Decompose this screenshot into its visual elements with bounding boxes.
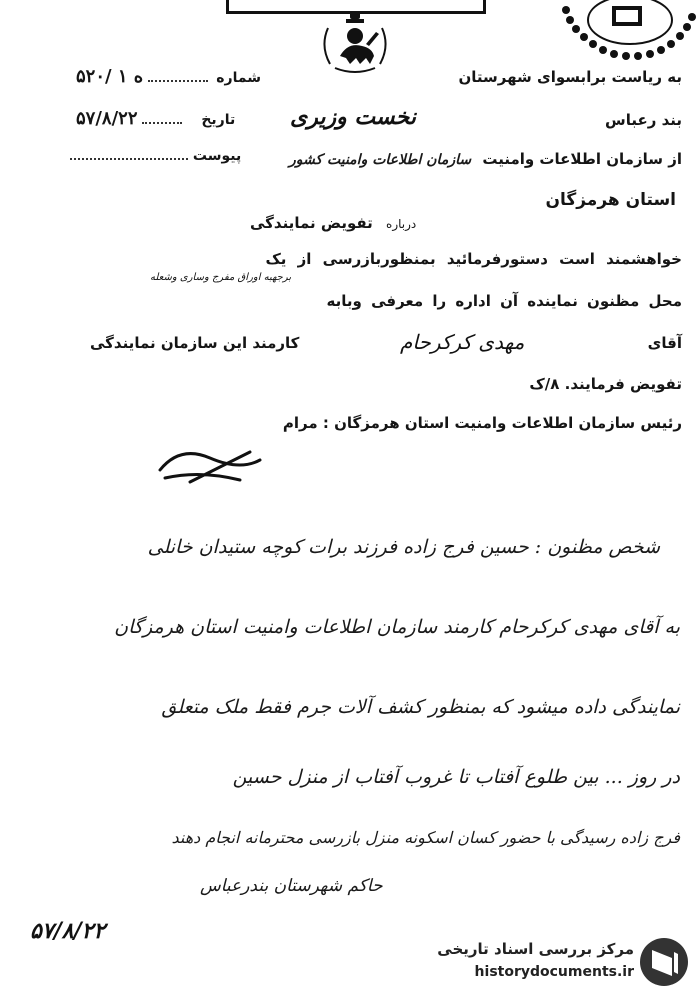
body-interlinear-note: برجهبه اوراق مفرج وساری وشعله <box>150 272 292 283</box>
handwritten-date: ۵۷/۸/۲۲ <box>30 918 106 944</box>
attachment-label: پیوست <box>192 148 242 164</box>
handwritten-line-5: حاکم شهرستان بندرعباس <box>200 876 383 896</box>
handwritten-line-1: به آقای مهدی کرکرحام کارمند سازمان اطلاعات وامنیت استان هرمزگان <box>114 616 680 638</box>
letter-date-row <box>70 108 235 129</box>
addressee-city: بند رعباس <box>605 111 682 129</box>
prime-ministry-heading: نخست وزیری <box>290 104 416 130</box>
body-agent-role: کارمند این سازمان نمایندگی <box>90 334 300 352</box>
archive-logo-icon <box>638 936 690 988</box>
letter-number-label: شماره <box>216 70 261 86</box>
signature-scribble <box>150 440 270 490</box>
suspect-heading: شخص مظنون : حسین فرج زاده فرزند برات کوچه ستیدان خانلی <box>147 536 660 558</box>
date-dotted-line <box>142 122 182 124</box>
official-stamp <box>548 0 698 68</box>
letter-date-value: ۵۷/۸/۲۲ <box>76 108 138 129</box>
signatory-line: رئیس سازمان اطلاعات وامنیت استان هرمزگان : مرام <box>282 414 682 432</box>
archive-watermark <box>412 934 694 992</box>
handwritten-line-3: در روز ... بین طلوع آفتاب تا غروب آفتاب از منزل حسین <box>232 766 680 788</box>
letter-number-row <box>70 66 261 87</box>
body-line-1: خواهشمند است دستورفرمائید بمنظوربازرسی از یک <box>265 250 682 268</box>
subject-text: تفویض نمایندگی <box>250 214 373 232</box>
body-line-4: تفویض فرمایند. ۸/ک <box>529 375 682 393</box>
subject-label: درباره <box>386 217 417 231</box>
handwritten-line-2: نمایندگی داده میشود که بمنظور کشف آلات جرم فقط ملک متعلق <box>161 696 680 718</box>
subject-row <box>250 214 416 232</box>
body-line-2: محل مظنون نماینده آن اداره را معرفی وبابه <box>326 292 682 310</box>
archive-title: مرکز بررسی اسناد تاریخی <box>437 940 634 958</box>
attachment-row <box>70 148 241 164</box>
letter-number-value: ۵۲۰/ ه ۱ <box>76 66 144 87</box>
body-agent-prefix: آقای <box>647 334 682 352</box>
sender-handwritten: سازمان اطلاعات وامنیت کشور <box>288 152 472 168</box>
attachment-dotted-line <box>70 158 188 160</box>
province-name: استان هرمزگان <box>545 190 676 210</box>
lion-and-sun-emblem <box>300 6 410 76</box>
number-dotted-line <box>148 80 208 82</box>
body-agent-name: مهدی کرکرحام <box>400 330 525 354</box>
handwritten-line-4: فرج زاده رسیدگی با حضور کسان اسکونه منزل بازرسی محترمانه انجام دهند <box>171 828 680 847</box>
letter-date-label: تاریخ <box>201 112 236 128</box>
sender-typed: از سازمان اطلاعات وامنیت <box>482 150 682 168</box>
sender-line <box>289 150 682 168</box>
archive-url[interactable]: historydocuments.ir <box>474 964 634 980</box>
addressee-line: به ریاست برابسوای شهرستان <box>458 68 682 86</box>
